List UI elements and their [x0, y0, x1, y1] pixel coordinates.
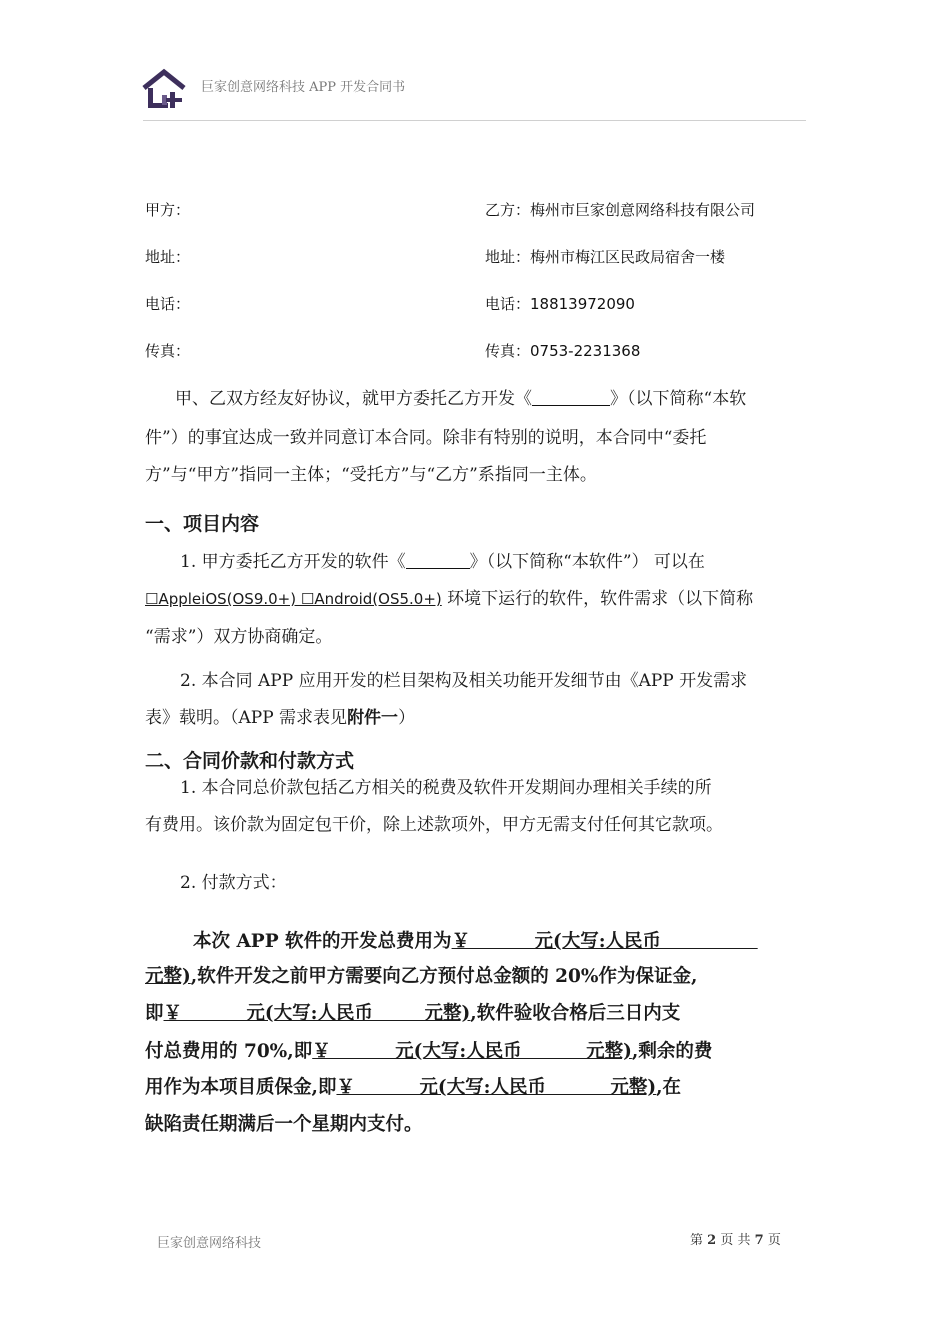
- total-fee-blank: ￥ 元(大写:人民币: [451, 931, 758, 952]
- total-fee-blank: 元整): [145, 966, 191, 987]
- party-a-label: 甲方：: [145, 201, 191, 219]
- payment-item-1-line-1: 1. 本合同总价款包括乙方相关的税费及软件开发期间办理相关手续的所: [180, 778, 712, 798]
- project-item-2-line-1: 2. 本合同 APP 应用开发的栏目架构及相关功能开发细节由《APP 开发需求: [180, 671, 748, 691]
- party-a-address: 地址：: [145, 248, 191, 266]
- header-divider: [143, 120, 806, 121]
- deposit-fee-blank: ￥ 元(大写:人民币 元整): [163, 1003, 471, 1024]
- acceptance-fee-blank: ￥ 元(大写:人民币 元整): [312, 1041, 632, 1062]
- payment-terms-line-4: [145, 1037, 712, 1063]
- payment-text: ,软件验收合格后三日内支: [470, 1003, 681, 1024]
- project-item-1-line-1: [180, 547, 705, 572]
- party-b-name: 乙方：梅州市巨家创意网络科技有限公司: [485, 201, 756, 219]
- payment-terms-line-5: [145, 1073, 681, 1099]
- page-number-text: 第: [690, 1233, 704, 1248]
- platform-checkboxes[interactable]: ☐AppleiOS(OS9.0+) ☐Android(OS5.0+): [145, 590, 442, 608]
- payment-terms-line-1: [193, 927, 758, 953]
- project-item-2-line-2: [145, 703, 415, 728]
- current-page: 2: [707, 1233, 717, 1248]
- page-number-text: 页 共: [720, 1233, 751, 1248]
- payment-terms-line-6: 缺陷责任期满后一个星期内支付。: [145, 1114, 423, 1135]
- project-text: ）: [398, 708, 416, 728]
- intro-line-2: 件”）的事宜达成一致并同意订本合同。除非有特别的说明，本合同中“委托: [145, 428, 707, 448]
- project-text: 1. 甲方委托乙方开发的软件《: [180, 552, 406, 572]
- intro-line-1: [175, 384, 746, 409]
- payment-text: ,软件开发之前甲方需要向乙方预付总金额的 20%作为保证金,: [190, 966, 698, 987]
- section-heading-project: 一、项目内容: [145, 513, 260, 535]
- project-item-1-line-2: [145, 584, 753, 609]
- warranty-fee-blank: ￥ 元(大写:人民币 元整): [336, 1077, 657, 1098]
- payment-text: 付总费用的 70%,即: [145, 1041, 313, 1062]
- payment-text: 即: [145, 1003, 164, 1024]
- header-title: 巨家创意网络科技 APP 开发合同书: [201, 80, 406, 95]
- payment-terms-line-2: [145, 962, 697, 988]
- attachment-reference: 附件一: [347, 708, 399, 728]
- page-number-text: 页: [767, 1233, 781, 1248]
- payment-text: ,在: [656, 1077, 682, 1098]
- section-heading-payment: 二、合同价款和付款方式: [145, 750, 355, 772]
- project-text: 》（以下简称“本软件”） 可以在: [469, 552, 705, 572]
- party-a-fax: 传真：: [145, 342, 191, 360]
- total-pages: 7: [754, 1233, 764, 1248]
- intro-line-3: 方”与“甲方”指同一主体；“受托方”与“乙方”系指同一主体。: [145, 465, 597, 485]
- page-number: [690, 1229, 781, 1248]
- project-item-1-line-3: “需求”）双方协商确定。: [145, 627, 333, 647]
- party-a-phone: 电话：: [145, 295, 191, 313]
- project-text: 表》载明。（APP 需求表见: [145, 708, 348, 728]
- payment-text: 用作为本项目质保金,即: [145, 1077, 337, 1098]
- payment-item-2: 2. 付款方式：: [180, 873, 287, 893]
- intro-text: 甲、乙双方经友好协议，就甲方委托乙方开发《: [175, 389, 532, 409]
- company-logo-icon: [140, 68, 188, 110]
- party-b-fax: 传真：0753-2231368: [485, 342, 641, 360]
- payment-text: 本次 APP 软件的开发总费用为: [193, 931, 452, 952]
- footer-company: 巨家创意网络科技: [157, 1236, 262, 1251]
- payment-item-1-line-2: 有费用。该价款为固定包干价，除上述款项外，甲方无需支付任何其它款项。: [145, 815, 723, 835]
- party-b-address: 地址：梅州市梅江区民政局宿舍一楼: [485, 248, 726, 266]
- intro-text: 》（以下简称“本软: [610, 389, 747, 409]
- party-b-phone: 电话：18813972090: [485, 295, 635, 313]
- software-name-blank: [406, 551, 470, 569]
- payment-terms-line-3: [145, 999, 680, 1025]
- project-text: 环境下运行的软件，软件需求（以下简称: [441, 589, 754, 609]
- software-name-blank: [532, 388, 610, 406]
- payment-text: ,剩余的费: [631, 1041, 713, 1062]
